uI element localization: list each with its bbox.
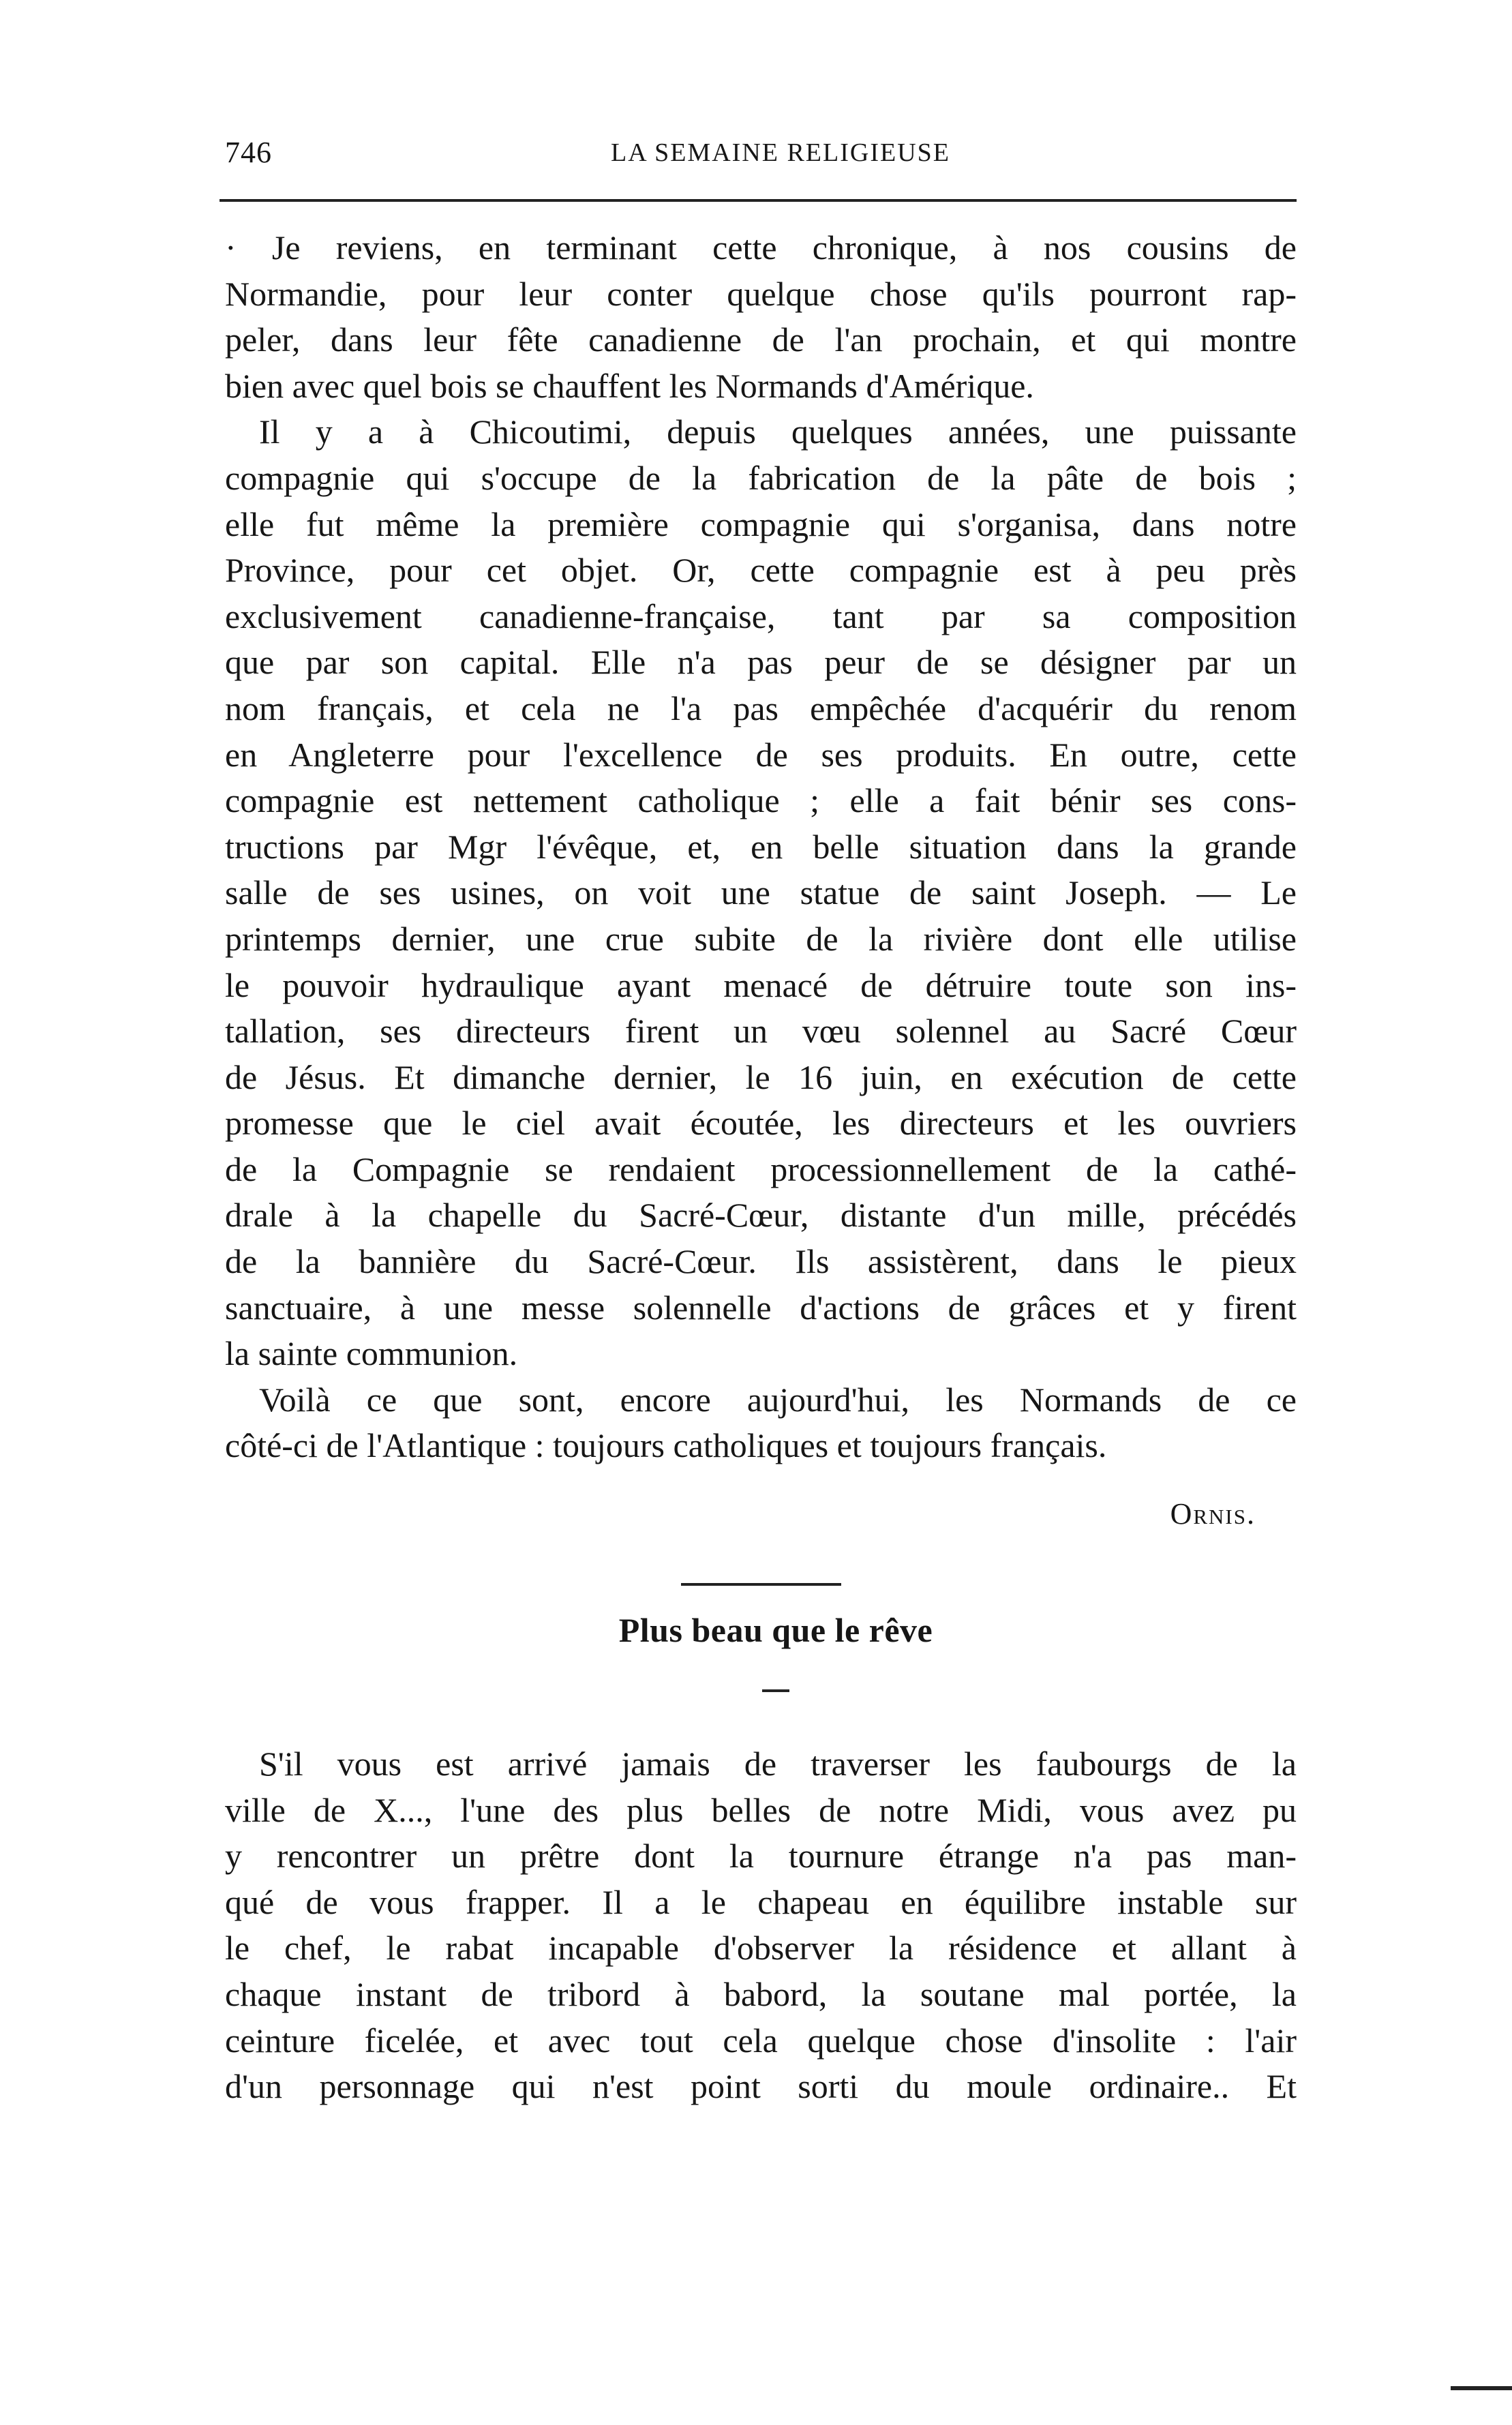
text-line: exclusivement canadienne-française, tant par sa composition [225, 597, 1297, 635]
section-title: Plus beau que le rêve [618, 1611, 933, 1650]
text-line: compagnie est nettement catholique ; elle a fait bénir ses cons- [225, 781, 1297, 820]
page-number: 746 [225, 136, 272, 169]
author-signature: Ornis. [1170, 1497, 1256, 1531]
text-line: Voilà ce que sont, encore aujourd'hui, les Normands de ce [259, 1380, 1297, 1419]
text-line: nom français, et cela ne l'a pas empêchée d'acquérir du renom [225, 689, 1297, 727]
text-line: printemps dernier, une crue subite de la rivière dont elle utilise [225, 919, 1297, 958]
text-line: y rencontrer un prêtre dont la tournure étrange n'a pas man- [225, 1837, 1297, 1876]
text-line: elle fut même la première compagnie qui s'organisa, dans notre [225, 504, 1297, 543]
text-line: en Angleterre pour l'excellence de ses produits. En outre, cette [225, 735, 1297, 774]
text-line: Province, pour cet objet. Or, cette compagnie est à peu près [225, 551, 1297, 590]
text-line: de la Compagnie se rendaient processionnellement de la cathé- [225, 1149, 1297, 1188]
text-line: · Je reviens, en terminant cette chronique, à nos cousins de [225, 228, 1297, 267]
section-paragraph [225, 1741, 1297, 2110]
text-line: Normandie, pour leur conter quelque chose qu'ils pourront rap- [225, 274, 1297, 313]
text-line: S'il vous est arrivé jamais de traverser les faubourgs de la [259, 1745, 1297, 1783]
text-line: ville de X..., l'une des plus belles de notre Midi, vous avez pu [225, 1790, 1297, 1829]
text-line: de la bannière du Sacré-Cœur. Ils assistèrent, dans le pieux [225, 1242, 1297, 1281]
page-header [225, 135, 1295, 176]
text-line: que par son capital. Elle n'a pas peur de se désigner par un [225, 643, 1297, 682]
text-line: bien avec quel bois se chauffent les Normands d'Amérique. [225, 366, 1034, 405]
header-rule [220, 199, 1297, 202]
paragraph-2 [225, 409, 1297, 1376]
text-line: la sainte communion. [225, 1334, 518, 1373]
text-line: côté-ci de l'Atlantique : toujours catholiques et toujours français. [225, 1426, 1107, 1465]
text-line: tructions par Mgr l'évêque, et, en belle situation dans la grande [225, 827, 1297, 866]
text-line: compagnie qui s'occupe de la fabrication de la pâte de bois ; [225, 458, 1297, 497]
paragraph-1 [225, 225, 1297, 409]
page-edge-mark [1451, 2386, 1512, 2390]
text-line: ceinture ficelée, et avec tout cela quelque chose d'insolite : l'air [225, 2021, 1297, 2060]
article-body [225, 225, 1297, 2110]
text-line: chaque instant de tribord à babord, la soutane mal portée, la [225, 1975, 1297, 2013]
paragraph-3 [225, 1377, 1297, 1469]
text-line: tallation, ses directeurs firent un vœu solennel au Sacré Cœur [225, 1012, 1297, 1051]
text-line: sanctuaire, à une messe solennelle d'actions de grâces et y firent [225, 1288, 1297, 1327]
text-line: le chef, le rabat incapable d'observer la résidence et allant à [225, 1929, 1297, 1968]
running-title: LA SEMAINE RELIGIEUSE [611, 138, 950, 167]
text-line: de Jésus. Et dimanche dernier, le 16 juin, en exécution de cette [225, 1057, 1297, 1096]
text-line: Il y a à Chicoutimi, depuis quelques années, une puissante [259, 412, 1297, 451]
text-line: qué de vous frapper. Il a le chapeau en équilibre instable sur [225, 1882, 1297, 1921]
text-line: drale à la chapelle du Sacré-Cœur, distante d'un mille, précédés [225, 1196, 1297, 1235]
text-line: promesse que le ciel avait écoutée, les directeurs et les ouvriers [225, 1104, 1297, 1143]
text-line: le pouvoir hydraulique ayant menacé de détruire toute son ins- [225, 965, 1297, 1004]
text-line: salle de ses usines, on voit une statue de saint Joseph. — Le [225, 873, 1297, 912]
short-divider [762, 1689, 789, 1692]
section-divider [681, 1583, 841, 1586]
text-line: peler, dans leur fête canadienne de l'an prochain, et qui montre [225, 320, 1297, 359]
text-line: d'un personnage qui n'est point sorti du moule ordinaire.. Et [225, 2067, 1297, 2106]
